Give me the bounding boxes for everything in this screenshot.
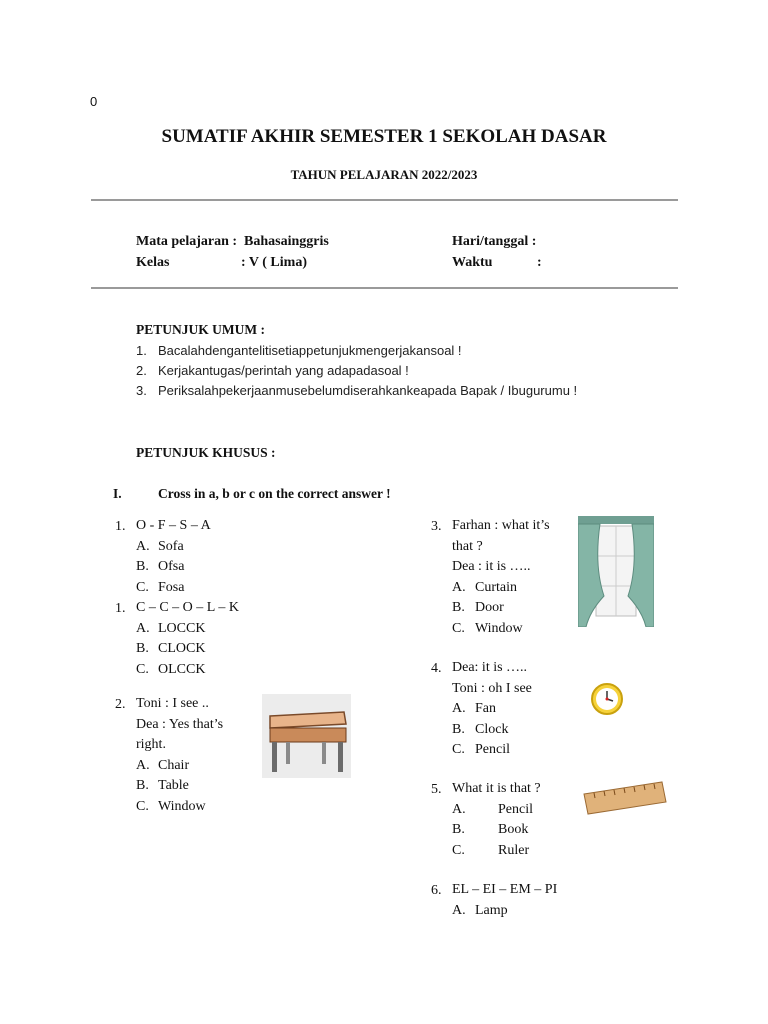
class-label: Kelas: [136, 255, 170, 270]
clock-image: [590, 677, 624, 721]
option-letter[interactable]: A.: [452, 801, 466, 817]
option-letter[interactable]: A.: [136, 620, 150, 636]
time-colon: :: [537, 255, 542, 270]
subject-value: Bahasainggris: [244, 234, 329, 249]
general-item-2-text: Kerjakantugas/perintah yang adapadasoal !: [158, 363, 409, 378]
question-number: 1.: [115, 519, 126, 534]
option-text[interactable]: Fosa: [158, 579, 185, 595]
option-text[interactable]: Lamp: [475, 902, 508, 918]
option-letter[interactable]: B.: [136, 559, 149, 575]
section-instruction: Cross in a, b or c on the correct answer !: [158, 486, 391, 501]
question-text: EL – EI – EM – PI: [452, 882, 558, 897]
general-item-3-num: 3.: [136, 383, 147, 398]
question-text: Farhan : what it’s: [452, 518, 550, 533]
option-letter[interactable]: C.: [452, 742, 465, 758]
option-letter[interactable]: B.: [452, 822, 465, 838]
option-text[interactable]: Table: [158, 778, 189, 794]
question-number: 2.: [115, 697, 126, 712]
option-letter[interactable]: C.: [452, 621, 465, 636]
section-roman: I.: [113, 486, 122, 501]
question-number: 4.: [431, 661, 442, 676]
option-letter[interactable]: B.: [136, 641, 149, 657]
option-text[interactable]: Pencil: [498, 801, 533, 817]
option-text[interactable]: CLOCK: [158, 641, 206, 657]
question-text: Toni : I see ..: [136, 696, 209, 711]
question-text: that ?: [452, 538, 483, 554]
option-letter[interactable]: B.: [452, 600, 465, 616]
day-label: Hari/tanggal :: [452, 234, 537, 249]
time-label: Waktu: [452, 255, 493, 270]
page-title: SUMATIF AKHIR SEMESTER 1 SEKOLAH DASAR: [161, 126, 607, 147]
subject-label: Mata pelajaran :: [136, 234, 238, 249]
question-text: What it is that ?: [452, 781, 541, 796]
option-text[interactable]: Ofsa: [158, 559, 185, 575]
option-text[interactable]: Chair: [158, 757, 190, 773]
ruler-image: [578, 780, 670, 818]
general-item-2-num: 2.: [136, 363, 147, 378]
option-letter[interactable]: A.: [452, 902, 466, 918]
option-text[interactable]: Sofa: [158, 538, 184, 554]
option-letter[interactable]: A.: [452, 701, 466, 717]
general-instructions-heading: PETUNJUK UMUM :: [136, 322, 265, 337]
question-text: C – C – O – L – K: [136, 600, 239, 615]
option-letter[interactable]: B.: [452, 721, 465, 737]
question-number: 5.: [431, 782, 442, 797]
option-letter[interactable]: A.: [136, 757, 150, 773]
option-text[interactable]: Book: [498, 822, 529, 838]
desk-image: [262, 694, 351, 778]
general-item-1-text: Bacalahdengantelitisetiappetunjukmengerjakansoal !: [158, 343, 462, 358]
question-text: Dea : it is …..: [452, 559, 531, 575]
curtain-image: [578, 516, 654, 627]
page-number: 0: [90, 94, 98, 109]
question-text: O - F – S – A: [136, 518, 211, 533]
option-text[interactable]: Door: [475, 600, 504, 616]
option-text[interactable]: Window: [158, 799, 206, 814]
question-text: Dea : Yes that’s: [136, 716, 224, 732]
question-text: right.: [136, 737, 166, 753]
question-number: 1.: [115, 601, 126, 616]
option-letter[interactable]: C.: [136, 661, 149, 677]
option-text[interactable]: LOCCK: [158, 620, 206, 636]
general-item-1-num: 1.: [136, 343, 147, 358]
option-text[interactable]: Window: [475, 621, 523, 636]
option-text[interactable]: Pencil: [475, 742, 510, 758]
class-value: : V ( Lima): [241, 255, 307, 270]
question-text: Toni : oh I see: [452, 680, 532, 696]
option-text[interactable]: Clock: [475, 721, 509, 737]
question-number: 3.: [431, 519, 442, 534]
option-text[interactable]: Curtain: [475, 579, 517, 595]
option-letter[interactable]: B.: [136, 778, 149, 794]
question-number: 6.: [431, 883, 442, 898]
option-letter[interactable]: A.: [136, 538, 150, 554]
special-instructions-heading: PETUNJUK KHUSUS :: [136, 445, 276, 460]
option-letter[interactable]: C.: [136, 579, 149, 595]
option-letter[interactable]: C.: [452, 842, 465, 858]
option-letter[interactable]: C.: [136, 799, 149, 814]
general-item-3-text: Periksalahpekerjaanmusebelumdiserahkankeapada Bapak / Ibugurumu !: [158, 383, 578, 398]
option-text[interactable]: Fan: [475, 701, 496, 717]
option-text[interactable]: Ruler: [498, 842, 530, 858]
option-letter[interactable]: A.: [452, 579, 466, 595]
option-text[interactable]: OLCCK: [158, 661, 206, 677]
page-subtitle: TAHUN PELAJARAN 2022/2023: [290, 167, 478, 182]
question-text: Dea: it is …..: [452, 660, 528, 675]
